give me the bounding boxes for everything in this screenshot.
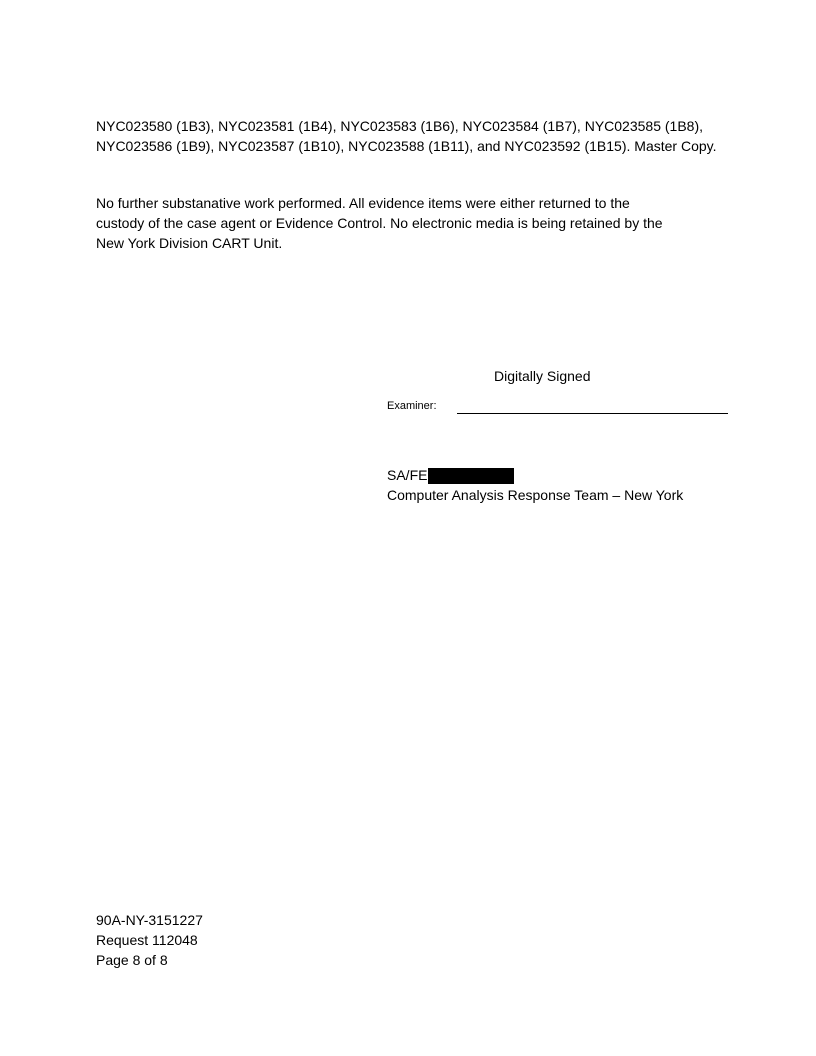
page-number: Page 8 of 8 — [96, 952, 168, 968]
examiner-title: SA/FE — [387, 467, 428, 483]
evidence-list-paragraph — [96, 116, 736, 156]
work-summary-line-2: custody of the case agent or Evidence Control. No electronic media is being retained by the — [96, 215, 663, 231]
signature-line — [457, 413, 728, 414]
redaction-block — [428, 468, 514, 484]
work-summary-paragraph — [96, 193, 716, 253]
digitally-signed-text: Digitally Signed — [494, 368, 591, 384]
work-summary-line-3: New York Division CART Unit. — [96, 235, 283, 251]
evidence-list-line-1: NYC023580 (1B3), NYC023581 (1B4), NYC023583 (1B6), NYC023584 (1B7), NYC023585 (1B8), — [96, 118, 704, 134]
examiner-label: Examiner: — [387, 400, 437, 412]
request-number: Request 112048 — [96, 932, 198, 948]
case-number: 90A-NY-3151227 — [96, 912, 203, 928]
work-summary-line-1: No further substanative work performed. All evidence items were either returned to the — [96, 195, 630, 211]
team-name: Computer Analysis Response Team – New York — [387, 487, 684, 503]
evidence-list-line-2: NYC023586 (1B9), NYC023587 (1B10), NYC023588 (1B11), and NYC023592 (1B15). Master Copy. — [96, 138, 717, 154]
page-footer — [96, 910, 203, 970]
